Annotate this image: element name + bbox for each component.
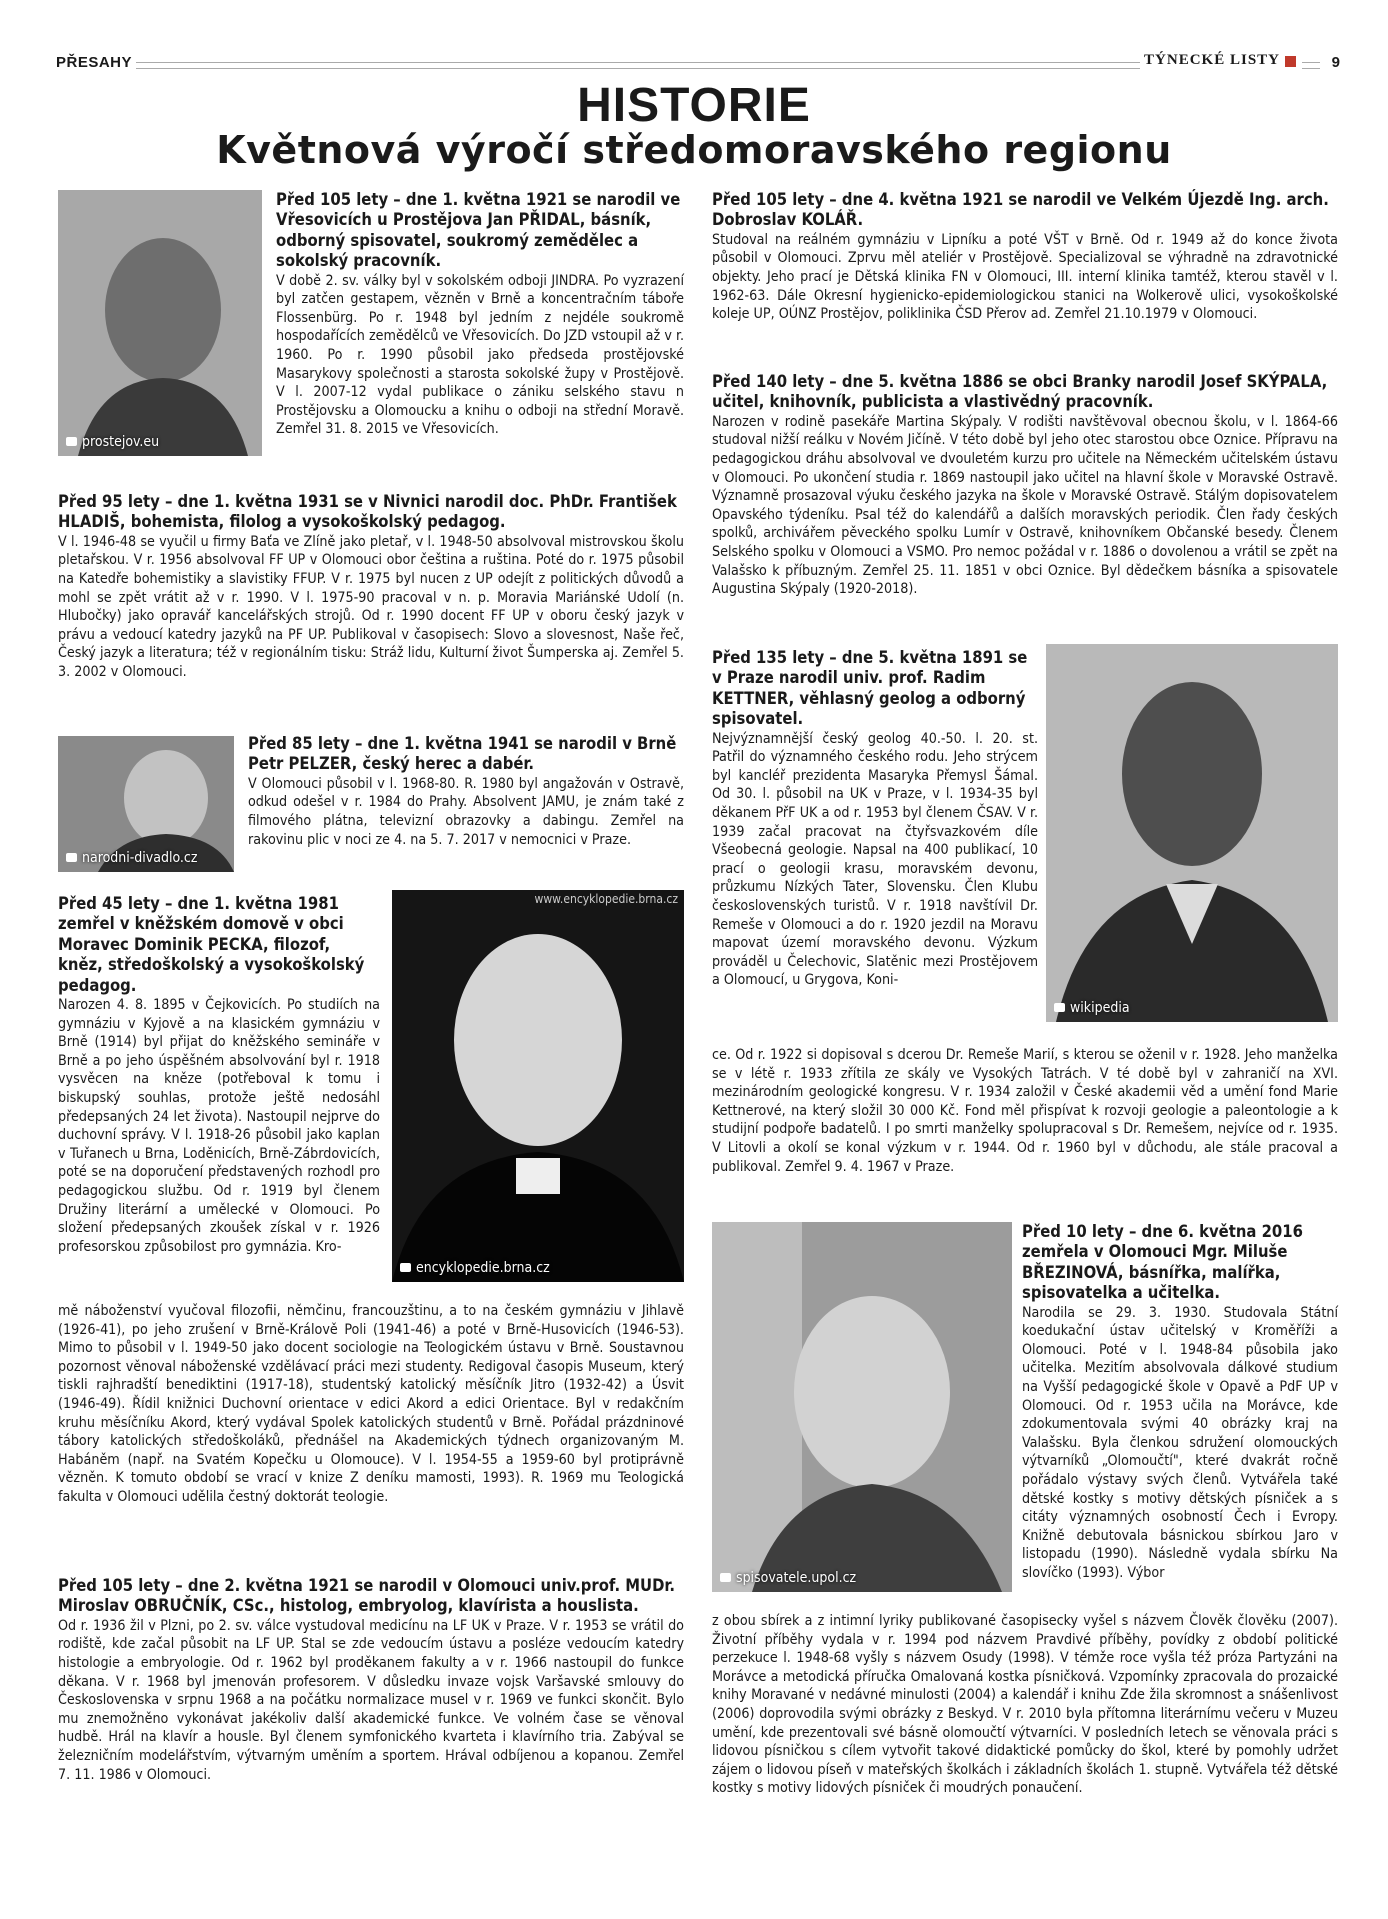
photo-kettner: [1046, 644, 1338, 1022]
camera-icon: [400, 1263, 411, 1272]
photo-credit: encyklopedie.brna.cz: [400, 1260, 550, 1276]
article-pecka-bottom: [58, 1302, 684, 1507]
brand-mark-icon: [1285, 56, 1296, 67]
page-headline: Květnová výročí středomoravského regionu: [216, 128, 1172, 172]
article-body: Narodila se 29. 3. 1930. Studovala Státní koedukační ústav učitelský v Kroměříži a Olomouci. Poté v l. 1948-84 působila jako učitelka. Mezitím absolvovala dálkové studium na Vyšší pedagogické škole v Opavě a PdF UP v Olomouci. Od r. 1953 učila na Morávce, kde zdokumentovala svými 40 obrázky kraj na Valašsku. Byla členkou sdružení olomouckých výtvarníků „Olomoučtí", které dvakrát ročně pořádalo výstavy svých členů. Vytvářela také dětské kostky s motivy dětských písniček a s citáty významných osobností Čech i Evropy. Knižně debutovala básnickou sbírkou Jaro v listopadu (1990). Následně vydala sbírku Na slovíčko (1993). Výbor: [1022, 1304, 1338, 1581]
photo-credit: spisovatele.upol.cz: [720, 1570, 856, 1586]
camera-icon: [1054, 1003, 1065, 1012]
article-pelzer: [248, 734, 684, 849]
photo-pridal: [58, 190, 262, 456]
photo-credit: wikipedia: [1054, 1000, 1130, 1016]
brand-logo: TÝNECKÉ LISTY: [1144, 52, 1280, 68]
photo-watermark: www.encyklopedie.brna.cz: [534, 892, 678, 906]
photo-credit: narodni-divadlo.cz: [66, 850, 197, 866]
article-heading: Před 45 lety – dne 1. května 1981 zemřel v kněžském domově v obci Moravec Dominik PECKA, filozof, kněz, středoškolský a vysokoškolský pedagog.: [58, 894, 365, 995]
article-skypala: [712, 372, 1338, 599]
portrait-silhouette-icon: [712, 1222, 1012, 1592]
article-body: V době 2. sv. války byl v sokolském odboji JINDRA. Po vyzrazení byl zatčen gestapem, vězněn v Brně a koncentračním táboře Flossenbürg. Po r. 1948 byl jedním z nejdéle soukromě hospodařících zemědělců ve Vřesovicích. Do JZD vstoupil až v r. 1960. Po r. 1990 působil jako předseda prostějovské Masarykovy společnosti a starosta sokolské župy v Prostějově. V l. 2007-12 vydal publikace o zániku selského stavu n Prostějovsku a Olomoucku a knihu o odboji na střední Moravě. Zemřel 31. 8. 2015 ve Vřesovicích.: [276, 272, 684, 438]
camera-icon: [66, 437, 77, 446]
article-pridal: [276, 190, 684, 439]
rubric-title: HISTORIE: [577, 79, 811, 132]
article-brezinova-bottom: [712, 1612, 1338, 1798]
article-kettner-top: [712, 648, 1038, 990]
photo-pelzer: [58, 736, 234, 872]
article-heading: Před 105 lety – dne 2. května 1921 se narodil v Olomouci univ.prof. MUDr. Miroslav OBRUČNÍK, CSc., histolog, embryolog, klavírista a houslista.: [58, 1576, 676, 1616]
article-body: V l. 1946-48 se vyučil u firmy Baťa ve Zlíně jako pletař, v l. 1948-50 absolvoval mistrovskou školu pletařskou. V r. 1956 absolvoval FF UP v Olomouci obor čeština a ruština. Poté do r. 1975 působil na Katedře bohemistiky a slavistiky FFUP. V r. 1975 byl nucen z UP odejít z politických důvodů a mohl se zpět vrátit až v r. 1990. V l. 1975-90 pracoval v n. p. Moravia Mariánské Udolí (n. Hlubočky) jako opravář kancelářských strojů. Od r. 1990 docent FF UP v oboru český jazyk v právu a vedoucí katedry jazyků na PF UP. Publikoval v časopisech: Slovo a slovesnost, Naše řeč, Český jazyk a literatura; též v regionálním tisku: Stráž lidu, Kulturní život Šumperska aj. Zemřel 5. 3. 2002 v Olomouci.: [58, 533, 684, 680]
article-pecka-top: [58, 894, 380, 1256]
article-brezinova-top: [1022, 1222, 1338, 1583]
article-body: Studoval na reálném gymnáziu v Lipníku a poté VŠT v Brně. Od r. 1949 až do konce života působil v Olomouci. Zprvu měl ateliér v Prostějově. Specializoval se výhradně na zdravotnické objekty. Jeho prací je Dětská klinika FN v Olomouci, III. interní klinika tamtéž, kterou stavěl v l. 1962-63. Dále Okresní hygienicko-epidemiologickou stanici na Wolkerově ulici, vysokoškolské koleje UP, OÚNZ Prostějov, poliklinika ČSD Přerov ad. Zemřel 21.10.1979 v Olomouci.: [712, 231, 1338, 323]
article-body: z obou sbírek a z intimní lyriky publikované časopisecky vyšel s názvem Člověk člověku (2007). Životní příběhy vydala v r. 1994 pod názvem Pravdivé příběhy, povídky z období politické perzekuce l. 1948-68 vyšly s názvem Osudy (1998). V témže roce vyšla též próza Partyzáni na Morávce a metodická příručka Omalovaná kostka písničková. Vzpomínky zpracovala do prozaické knihy Moravané v nedávné minulosti (2004) a kalendář i knihu Zde žila skromnost a snášenlivost (2006) doprovodila svými obrázky z Beskyd. V r. 2010 byla přítomna literárnímu večeru v Muzeu umění, kde prezentovali své básně olomoučtí výtvarníci. V posledních letech se věnovala práci s lidovou písničkou s cílem vytvořit takové didaktické pomůcky do škol, které by pomohly udržet zájem o lidovou píseň v mateřských školkách i základních školách 1. stupně. Vytvářela též dětské kostky s motivy lidových písniček či moudrých ponaučení.: [712, 1613, 1338, 1797]
article-heading: Před 105 lety – dne 4. května 1921 se narodil ve Velkém Újezdě Ing. arch. Dobroslav KOLÁŘ.: [712, 190, 1329, 230]
article-hladis: [58, 492, 684, 682]
article-body: mě náboženství vyučoval filozofii, němčinu, francouzštinu, a to na českém gymnáziu v Jihlavě (1926-41), po jeho zrušení v Brně-Králově Poli (1941-46) a poté v Brně-Husovicích (1946-53). Mimo to působil v l. 1949-50 jako docent sociologie na Teologickém ústavu v Brně. Soustavnou pozornost věnoval náboženské vzdělávací práci mezi studenty. Redigoval časopis Museum, který tiskli rajhradští benediktini (1917-18), studentský katolický měsíčník Jitro (1932-42) a Úsvit (1946-49). Řídil knižnici Duchovní orientace v edici Akord a edici Orientace. Byl v redakčním kruhu měsíčníku Akord, který vydával Spolek katolických studentů v Brně. Pořádal prázdninové tábory katolických středoškoláků, přednášel na Akademických týdnech organizovaným M. Habáněm (např. na Svatém Kopečku u Olomouce). V l. 1954-55 a 1959-60 byl protiprávně vězněn. K tomuto období se vrací v knize Z deníku mamosti, 1993). R. 1969 mu Teologická fakulta v Olomouci udělila čestný doktorát teologie.: [58, 1303, 684, 1505]
article-heading: Před 135 lety – dne 5. května 1891 se v Praze narodil univ. prof. Radim KETTNER, věhlasný geolog a odborný spisovatel.: [712, 648, 1028, 729]
camera-icon: [720, 1573, 731, 1582]
article-obrucnik: [58, 1576, 684, 1784]
article-heading: Před 85 lety – dne 1. května 1941 se narodil v Brně Petr PELZER, český herec a dabér.: [248, 734, 677, 774]
article-body: Nejvýznamnější český geolog 40.-50. l. 20. st. Patřil do významného českého rodu. Jeho strýcem byl kancléř prezidenta Masaryka Přemysl Šámal. Od 30. l. působil na UK v Praze, v l. 1934-35 byl děkanem PřF UK a od r. 1953 byl členem ČSAV. V r. 1939 začal pracovat na čtyřsvazkovém díle Všeobecná geologie. Napsal na 400 publikací, 10 prací o geologii krasu, moravském devonu, průzkumu Nízkých Tater, Slovensku. Člen Klubu československých turistů. V r. 1918 navštívil Dr. Remeše v Olomouci a do r. 1920 jezdil na Moravu mapovat území moravského devonu. Výzkum prováděl u Čelechovic, Slatěnic mezi Prostějovem a Olomoucí, u Grygova, Koni-: [712, 730, 1038, 989]
photo-brezinova: [712, 1222, 1012, 1592]
header-rule-short: [1302, 62, 1320, 69]
section-label: PŘESAHY: [56, 54, 133, 71]
camera-icon: [66, 853, 77, 862]
article-heading: Před 105 lety – dne 1. května 1921 se narodil ve Vřesovicích u Prostějova Jan PŘIDAL, básník, odborný spisovatel, soukromý zemědělec a sokolský pracovník.: [276, 190, 681, 271]
article-heading: Před 140 lety – dne 5. května 1886 se obci Branky narodil Josef SKÝPALA, učitel, knihovník, publicista a vlastivědný pracovník.: [712, 372, 1328, 412]
article-kettner-bottom: [712, 1046, 1338, 1176]
article-body: Od r. 1936 žil v Plzni, po 2. sv. válce vystudoval medicínu na LF UK v Praze. V r. 1953 se vrátil do rodiště, kde začal působit na LF UP. Stal se zde vedoucím ústavu a posléze vedoucím katedry histologie a embryologie. Od r. 1962 byl proděkanem fakulty a v r. 1966 nastoupil do funkce děkana. V r. 1968 byl jmenován profesorem. V důsledku invaze vojsk Varšavské smlouvy do Československa v srpnu 1968 a na počátku normalizace musel v r. 1969 ve funkci skončit. Bylo mu znemožněno vykonávat jakékoliv další akademické funkce. Ve volném čase se věnoval hudbě. Hrál na klavír a housle. Byl členem symfonického kvarteta i klavírního tria. Zabýval se železničním modelářstvím, výtvarným uměním a sportem. Hrával odbíjenou a kopanou. Zemřel 7. 11. 1986 v Olomouci.: [58, 1617, 684, 1783]
article-kolar: [712, 190, 1338, 324]
header-rule: [136, 62, 1140, 69]
running-header: [56, 54, 1340, 76]
portrait-silhouette-icon: [58, 190, 262, 456]
page-number: 9: [1331, 54, 1340, 71]
article-body: Narozen v rodině pasekáře Martina Skýpaly. V rodišti navštěvoval obecnou školu, v l. 1864-66 studoval nižší reálku v Novém Jičíně. V této době byl jeho otec starostou obce Oznice. Přípravu na pedagogickou dráhu absolvoval ve dvouletém kurzu pro učitele na Německém učitelském ústavu v Olomouci. Po ukončení studia r. 1869 nastoupil jako učitel na hlavní škole v Moravské Ostravě. Významně prosazoval výuku českého jazyka na škole v Moravské Ostravě. Stálým dopisovatelem Opavského týdeníku. Psal též do kalendářů a dalších moravských periodik. Člen řady českých spolků, archivářem pěveckého spolku Lumír v Ostravě, knihovníkem Občanské besedy. Členem Selského spolku v Olomouci a VSMO. Pro nemoc požádal v r. 1886 o dovolenou a vrátil se zpět na Valašsko k příbuzným. Zemřel 25. 11. 1851 v obci Oznice. Byl dědečkem básníka a spisovatele Augustina Skýpaly (1920-2018).: [712, 413, 1338, 598]
portrait-silhouette-icon: [1046, 644, 1338, 1022]
article-heading: Před 95 lety – dne 1. května 1931 se v Nivnici narodil doc. PhDr. František HLADIŠ, bohemista, filolog a vysokoškolský pedagog.: [58, 492, 677, 532]
article-body: Narozen 4. 8. 1895 v Čejkovicích. Po studiích na gymnáziu v Kyjově a na klasickém gymnáziu v Brně (1914) byl přijat do kněžského semináře v Brně a po jeho úspěšném absolvování byl r. 1918 vysvěcen na kněze (potřeboval k tomu i biskupský souhlas, protože ještě nedosáhl předepsaných 24 let života). Nastoupil nejprve do duchovní správy. V l. 1918-26 působil jako kaplan v Tuřanech u Brna, Loděnicích, Brně-Zábrdovicích, poté se na doporučení představených rozhodl pro pedagogickou službu. Od r. 1919 byl členem Družiny literární a umělecké v Olomouci. Po složení předepsaných zkoušek získal v r. 1926 profesorskou způsobilost pro gymnázia. Kro-: [58, 997, 380, 1255]
article-body: V Olomouci působil v l. 1968-80. R. 1980 byl angažován v Ostravě, odkud odešel v r. 1984 do Prahy. Absolvent JAMU, je znám také z filmového plátna, televizní obrazovky a dabingu. Zemřel na rakovinu plic v noci ze 4. na 5. 7. 2017 v nemocnici v Praze.: [248, 775, 684, 848]
photo-pecka: [392, 890, 684, 1282]
portrait-silhouette-icon: [392, 890, 684, 1282]
article-body: ce. Od r. 1922 si dopisoval s dcerou Dr. Remeše Marií, s kterou se oženil v r. 1928. Jeho manželka se v létě r. 1933 zřítila ze skály ve Vysokých Tatrách. V té době byl v zahraničí na XVI. mezinárodním geologické kongresu. V r. 1934 založil v České akademii věd a umění fond Marie Kettnerové, na který složil 30 000 Kč. Fond měl přispívat k rozvoji geologie a paleontologie a k studijní podpoře badatelů. I po smrti manželky spolupracoval s Dr. Remešem, nejvíce od r. 1935. V Litovli a okolí se konal výzkum v r. 1944. Od r. 1960 byl v důchodu, ale stále pracoval a publikoval. Zemřel 9. 4. 1967 v Praze.: [712, 1047, 1338, 1175]
article-heading: Před 10 lety – dne 6. května 2016 zemřela v Olomouci Mgr. Miluše BŘEZINOVÁ, básnířka, malířka, spisovatelka a učitelka.: [1022, 1222, 1303, 1303]
photo-credit: prostejov.eu: [66, 434, 159, 450]
